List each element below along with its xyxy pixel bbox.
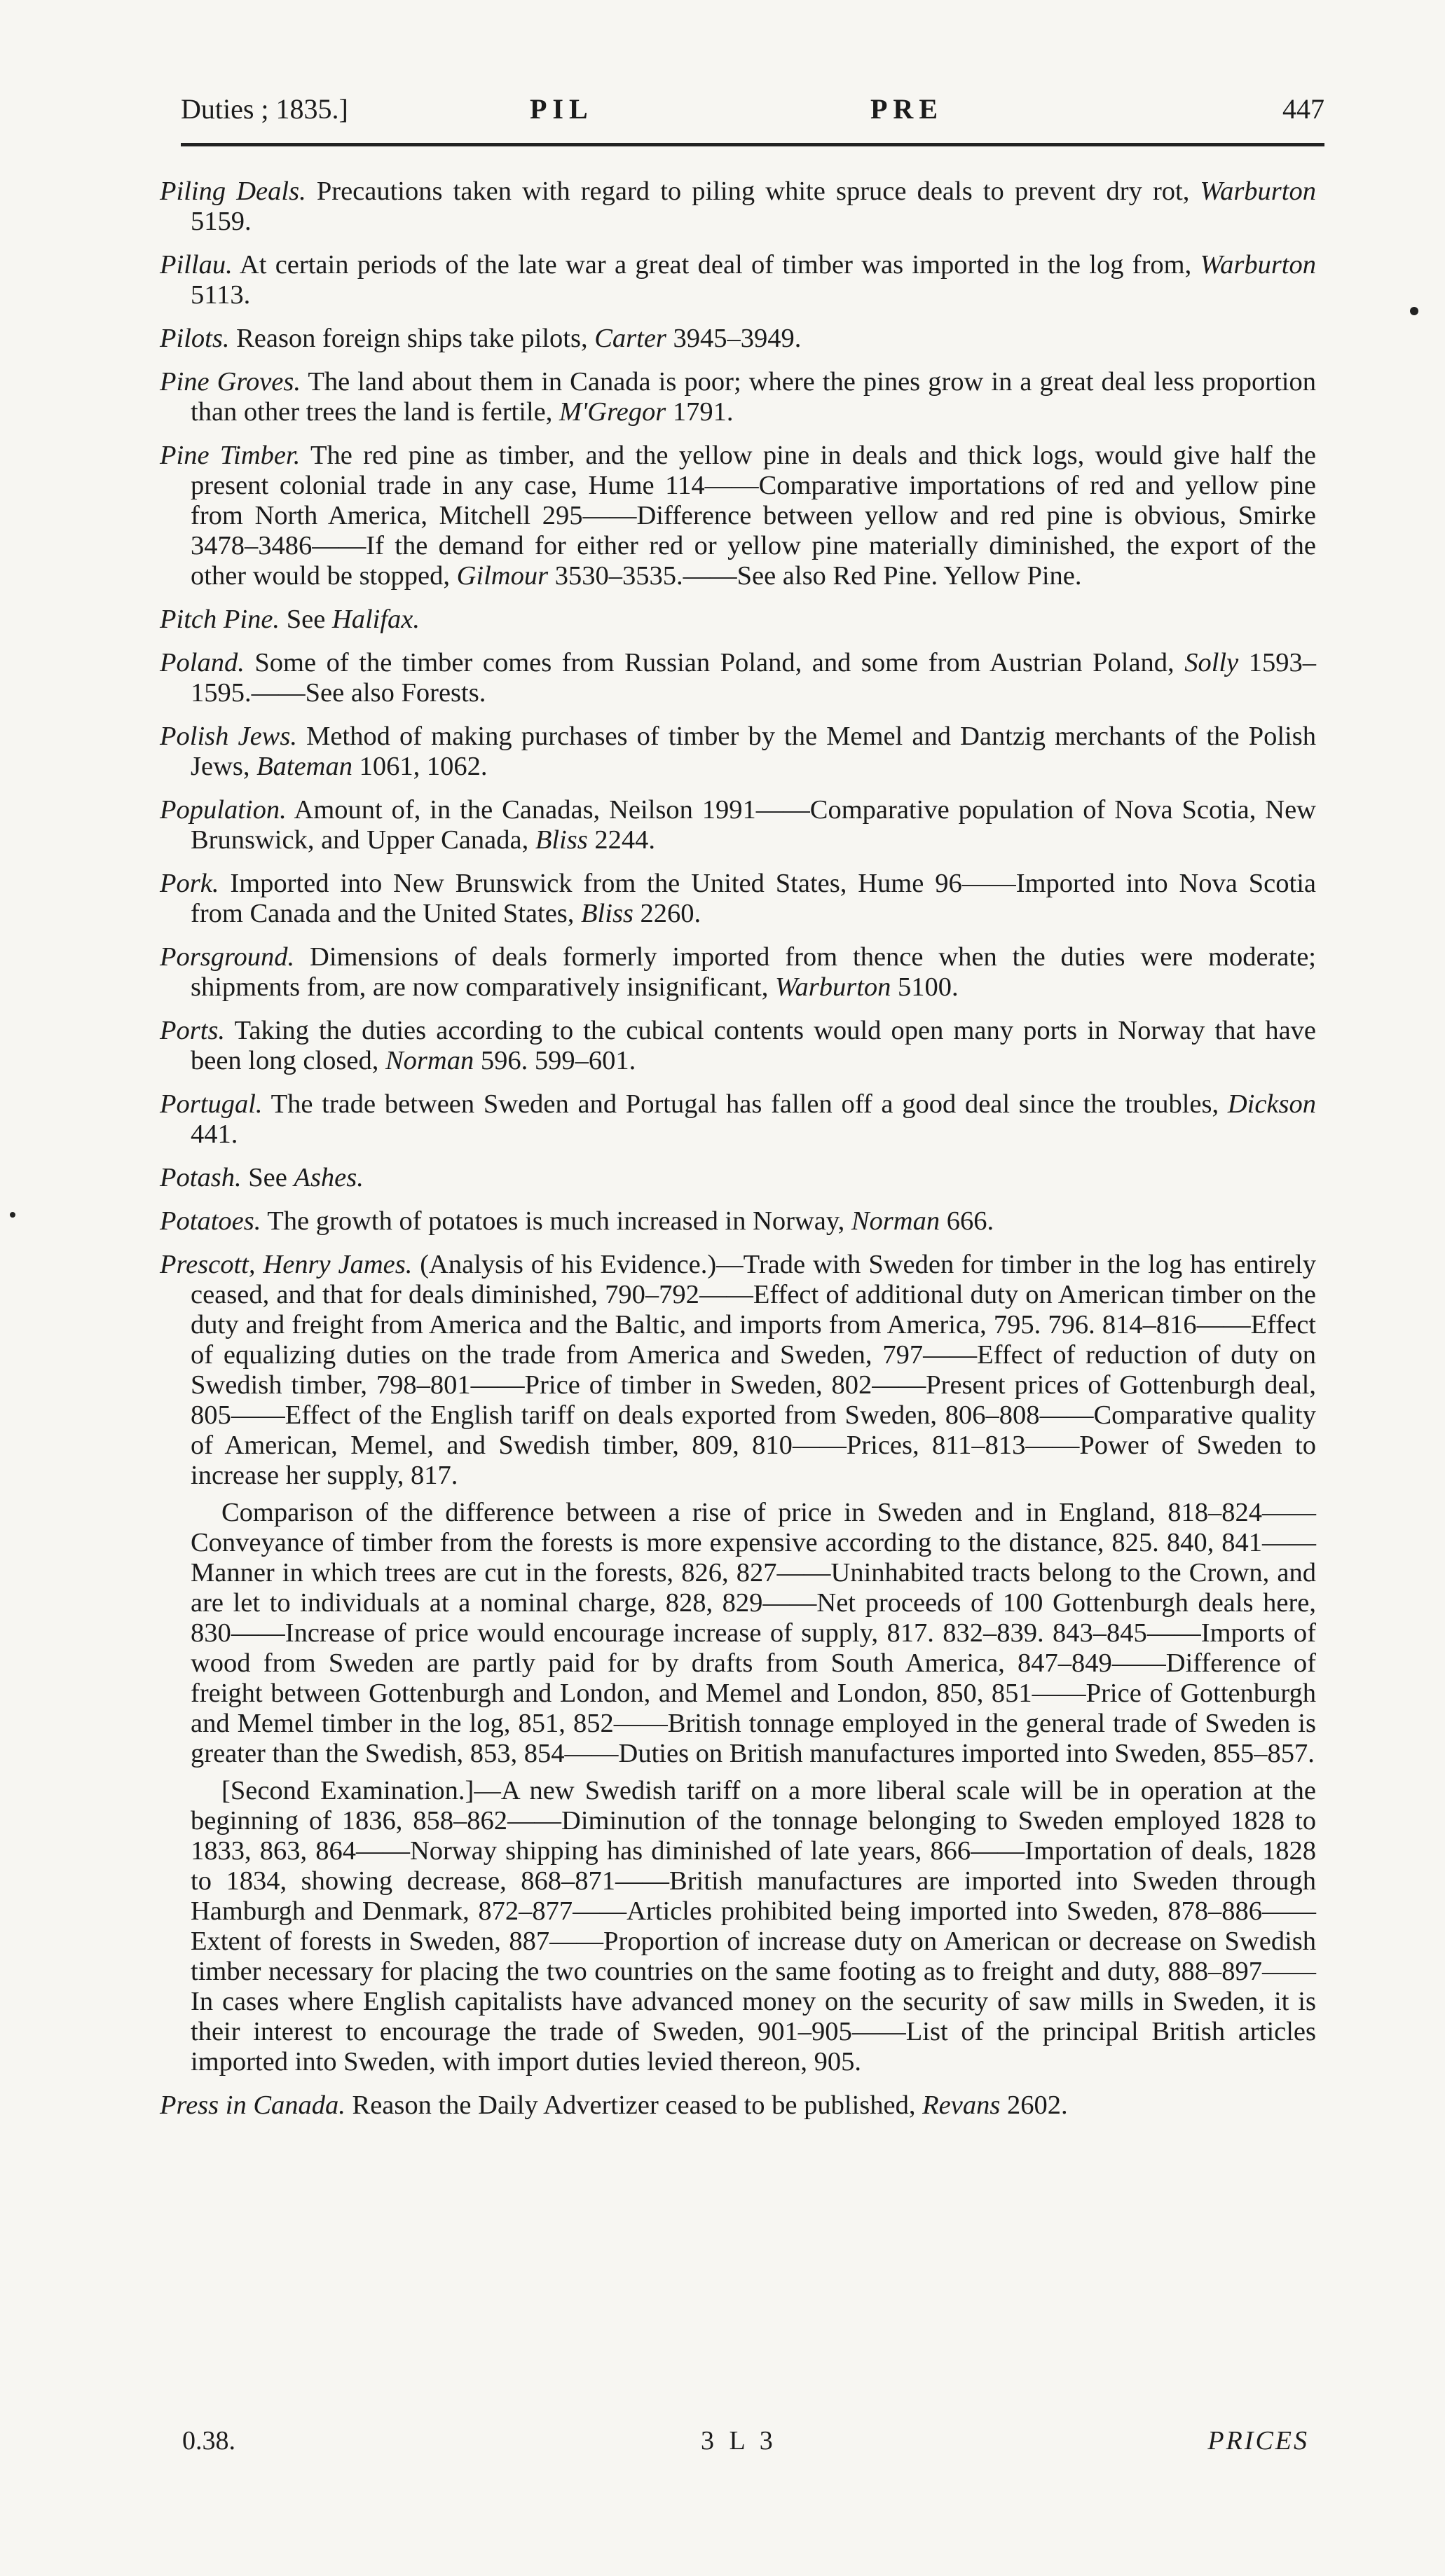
entry-witness: Warburton xyxy=(1200,250,1316,280)
entry-witness: Halifax. xyxy=(331,605,420,634)
entry-heading: Population. xyxy=(160,795,287,825)
index-entry xyxy=(160,2091,1316,2121)
entry-witness: Ashes. xyxy=(294,1163,364,1192)
entry-heading: Ports. xyxy=(160,1016,226,1045)
running-header xyxy=(181,83,1324,139)
entry-ref: 1593–1595.——See also Forests. xyxy=(191,648,1316,708)
ink-speck xyxy=(1410,307,1418,315)
index-entry xyxy=(160,1206,1316,1237)
entry-ref: 441. xyxy=(191,1120,238,1149)
entry-text: Taking the duties according to the cubical contents would open many ports in Norway that have been long closed, xyxy=(191,1016,1316,1075)
page-footer xyxy=(182,2425,1309,2467)
entry-heading: Pine Groves. xyxy=(160,367,301,397)
entry-witness: Revans xyxy=(922,2091,1001,2120)
entry-text: Reason foreign ships take pilots, xyxy=(229,324,595,353)
header-left: Duties ; 1835.] xyxy=(181,93,348,125)
entry-witness: Dickson xyxy=(1227,1089,1316,1119)
ink-speck xyxy=(10,1212,15,1218)
entry-text: See xyxy=(241,1163,294,1192)
entry-witness: Solly xyxy=(1184,648,1239,677)
entry-ref: 1791. xyxy=(666,397,734,427)
entry-text: The growth of potatoes is much increased in Norway, xyxy=(261,1206,851,1236)
index-entry xyxy=(160,869,1316,929)
header-rule xyxy=(181,143,1324,146)
entry-ref: 2244. xyxy=(587,825,655,855)
entry-heading: Pork. xyxy=(160,869,219,898)
page-number: 447 xyxy=(1282,93,1324,125)
index-entry xyxy=(160,648,1316,708)
entry-text: Method of making purchases of timber by the Memel and Dantzig merchants of the Polish Jews, xyxy=(191,722,1316,781)
entry-text: Dimensions of deals formerly imported from thence when the duties were moderate; shipments from, are now comparatively insignificant, xyxy=(191,942,1316,1002)
entry-ref: 5100. xyxy=(891,972,959,1002)
entry-text: The land about them in Canada is poor; where the pines grow in a great deal less proportion than other trees the land is fertile, xyxy=(191,367,1316,427)
entry-text: The trade between Sweden and Portugal has fallen off a good deal since the troubles, xyxy=(262,1089,1228,1119)
entry-ref: 3530–3535.——See also Red Pine. Yellow Pine. xyxy=(548,561,1082,591)
index-entry xyxy=(160,795,1316,855)
entry-ref: 1061, 1062. xyxy=(352,752,488,781)
entry-witness: Bateman xyxy=(256,752,352,781)
entry-heading: Porsground. xyxy=(160,942,295,972)
index-entry xyxy=(160,1163,1316,1193)
entry-heading: Pitch Pine. xyxy=(160,605,280,634)
entry-heading: Potash. xyxy=(160,1163,242,1192)
entry-heading: Potatoes. xyxy=(160,1206,261,1236)
index-entry xyxy=(160,250,1316,310)
index-entry xyxy=(160,177,1316,237)
entry-heading: Polish Jews. xyxy=(160,722,297,751)
entry-witness: Bliss xyxy=(581,899,634,928)
index-entry xyxy=(160,324,1316,354)
index-entry xyxy=(160,722,1316,782)
entry-text: (Analysis of his Evidence.)—Trade with Sweden for timber in the log has entirely ceased, and that for deals diminished, 790–792——Effect of additional duty on American timber on the duty and freight from America and the Baltic, and imports from America, 795. 796. 814–816——Effect of equalizing duties on the trade from America and Sweden, 797——Effect of reduction of duty on Swedish timber, 798–801——Price of timber in Sweden, 802——Present prices of Gottenburgh deal, 805——Effect of the English tariff on deals exported from Sweden, 806–808——Comparative quality of American, Memel, and Swedish timber, 809, 810——Prices, 811–813——Power of Sweden to increase her supply, 817. xyxy=(191,1250,1316,1490)
entry-ref: 5113. xyxy=(191,280,251,310)
index-entry xyxy=(160,1016,1316,1076)
entry-heading: Portugal. xyxy=(160,1089,263,1119)
footer-left: 0.38. xyxy=(182,2426,235,2456)
index-entry xyxy=(160,605,1316,635)
header-guide-word-end: PRE xyxy=(870,93,943,125)
index-entry-prescott xyxy=(160,1250,1316,2077)
entry-witness: M'Gregor xyxy=(559,397,666,427)
entry-text: See xyxy=(280,605,332,634)
index-entry xyxy=(160,942,1316,1003)
entry-witness: Carter xyxy=(594,324,666,353)
index-entry xyxy=(160,367,1316,427)
entry-text: Reason the Daily Advertizer ceased to be published, xyxy=(345,2091,923,2120)
index-entries xyxy=(160,177,1316,2134)
entry-witness: Warburton xyxy=(774,972,891,1002)
entry-witness: Norman xyxy=(385,1046,474,1075)
signature-mark: 3 L 3 xyxy=(701,2426,777,2456)
entry-ref: 2260. xyxy=(633,899,701,928)
entry-heading: Pine Timber. xyxy=(160,441,301,470)
entry-ref: 666. xyxy=(940,1206,994,1236)
entry-witness: Warburton xyxy=(1200,177,1316,206)
entry-heading: Press in Canada. xyxy=(160,2091,345,2120)
entry-ref: 5159. xyxy=(191,207,252,236)
entry-heading: Pilots. xyxy=(160,324,230,353)
catchword: PRICES xyxy=(1207,2426,1309,2456)
entry-text: At certain periods of the late war a great deal of timber was imported in the log from, xyxy=(232,250,1200,280)
entry-witness: Norman xyxy=(851,1206,940,1236)
entry-text: The red pine as timber, and the yellow pine in deals and thick logs, would give half the present colonial trade in any case, Hume 114——Comparative importations of red and yellow pine from North America, Mitchell 295——Difference between yellow and red pine is obvious, Smirke 3478–3486——If the demand for either red or yellow pine materially diminished, the export of the other would be stopped, xyxy=(191,441,1316,591)
entry-heading: Piling Deals. xyxy=(160,177,306,206)
entry-heading: Prescott, Henry James. xyxy=(160,1250,413,1279)
entry-text: Precautions taken with regard to piling white spruce deals to prevent dry rot, xyxy=(306,177,1200,206)
entry-witness: Gilmour xyxy=(456,561,549,591)
header-guide-word-start: PIL xyxy=(530,93,594,125)
index-entry xyxy=(160,441,1316,591)
entry-witness: Bliss xyxy=(535,825,588,855)
entry-heading: Pillau. xyxy=(160,250,233,280)
entry-heading: Poland. xyxy=(160,648,245,677)
entry-text: Imported into New Brunswick from the United States, Hume 96——Imported into Nova Scotia from Canada and the United States, xyxy=(191,869,1316,928)
entry-ref: 596. 599–601. xyxy=(474,1046,636,1075)
prescott-paragraph-2: Comparison of the difference between a rise of price in Sweden and in England, 818–824——Conveyance of timber from the forests is more expensive according to the distance, 825. 840, 841——Manner in which trees are cut in the forests, 826, 827——Uninhabited tracts belong to the Crown, and are let to individuals at a nominal charge, 828, 829——Net proceeds of 100 Gottenburgh deals here, 830——Increase of price would encourage increase of supply, 817. 832–839. 843–845——Imports of wood from Sweden are partly paid for by drafts from South America, 847–849——Difference of freight between Gottenburgh and London, and Memel and London, 850, 851——Price of Gottenburgh and Memel timber in the log, 851, 852——British tonnage employed in the general trade of Sweden is greater than the Swedish, 853, 854——Duties on British manufactures imported into Sweden, 855–857. xyxy=(191,1498,1316,1768)
prescott-paragraph-3: [Second Examination.]—A new Swedish tariff on a more liberal scale will be in operation at the beginning of 1836, 858–862——Diminution of the tonnage belonging to Sweden employed 1828 to 1833, 863, 864——Norway shipping has diminished of late years, 866——Importation of deals, 1828 to 1834, showing decrease, 868–871——British manufactures are imported into Sweden through Hamburgh and Denmark, 872–877——Articles prohibited being imported into Sweden, 878–886——Extent of forests in Sweden, 887——Proportion of increase duty on American or decrease on Swedish timber necessary for placing the two countries on the same footing as to freight and duty, 888–897——In cases where English capitalists have advanced money on the security of saw mills in Sweden, it is their interest to encourage the trade of Sweden, 901–905——List of the principal British articles imported into Sweden, with import duties levied thereon, 905. xyxy=(191,1776,1316,2076)
entry-ref: 2602. xyxy=(1000,2091,1068,2120)
entry-text: Amount of, in the Canadas, Neilson 1991——Comparative population of Nova Scotia, New Brunswick, and Upper Canada, xyxy=(191,795,1316,855)
entry-ref: 3945–3949. xyxy=(666,324,802,353)
index-entry xyxy=(160,1089,1316,1150)
entry-text: Some of the timber comes from Russian Poland, and some from Austrian Poland, xyxy=(244,648,1185,677)
prescott-paragraph-1 xyxy=(160,1250,1316,1491)
